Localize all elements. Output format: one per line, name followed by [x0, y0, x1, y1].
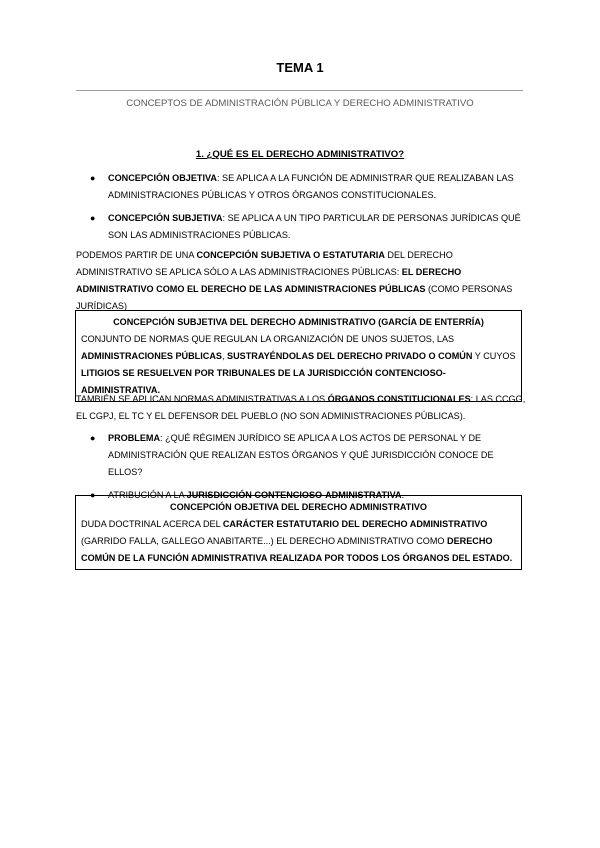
- paragraph-text: : LAS CCGG, EL CGPJ, EL TC Y EL DEFENSOR DEL PUEBLO (NO SON ADMINISTRACIONES PÚBLICAS).: [76, 394, 526, 421]
- title-divider: [76, 90, 523, 91]
- box-heading: CONCEPCIÓN OBJETIVA DEL DERECHO ADMINISTRATIVO: [170, 502, 427, 512]
- box-text: Y CUYOS: [472, 351, 516, 361]
- box-bold: DERECHO COMÚN DE LA FUNCIÓN ADMINISTRATIVA REALIZADA POR TODOS LOS ÓRGANOS DEL ESTADO.: [81, 536, 513, 563]
- list-item: [76, 430, 524, 481]
- box-bold: LITIGIOS SE RESUELVEN POR TRIBUNALES DE LA JURISDICCIÓN CONTENCIOSO-ADMINISTRATIVA.: [81, 368, 446, 395]
- paragraph-text: TAMBIÉN SE APLICAN NORMAS ADMINISTRATIVAS A LOS: [76, 394, 328, 404]
- constitutional-organs-paragraph: [76, 391, 526, 425]
- box-body: [81, 516, 516, 567]
- bullet-text: .: [401, 490, 405, 500]
- bullet-text: : SE APLICA A UN TIPO PARTICULAR DE PERSONAS JURÍDICAS QUÉ SON LAS ADMINISTRACIONES PÚBLICAS.: [108, 213, 521, 240]
- paragraph-text: PODEMOS PARTIR DE UNA: [76, 250, 197, 260]
- bullet-text: : SE APLICA A LA FUNCIÓN DE ADMINISTRAR QUE REALIZABAN LAS ADMINISTRACIONES PÚBLICAS Y OTROS ÓRGANOS CONSTITUCIONALES.: [108, 173, 514, 200]
- intro-paragraph: [76, 247, 526, 315]
- paragraph-bold: CONCEPCIÓN SUBJETIVA O ESTATUTARIA: [196, 250, 385, 260]
- list-item: [76, 210, 524, 244]
- section-heading: 1. ¿QUÉ ES EL DERECHO ADMINISTRATIVO?: [195, 149, 405, 160]
- bullet-icon: ●: [90, 213, 96, 223]
- list-item: [76, 170, 524, 204]
- box-text: ,: [221, 351, 228, 361]
- bullet-label: PROBLEMA: [108, 433, 161, 443]
- bullet-icon: ●: [90, 433, 96, 443]
- page-subtitle: CONCEPTOS DE ADMINISTRACIÓN PÚBLICA Y DERECHO ADMINISTRATIVO: [126, 98, 474, 109]
- paragraph-bold: ÓRGANOS CONSTITUCIONALES: [327, 394, 471, 404]
- subjective-concept-box: [75, 310, 522, 402]
- box-body: [81, 331, 516, 399]
- box-text: CONJUNTO DE NORMAS QUE REGULAN LA ORGANIZACIÓN DE UNOS SUJETOS, LAS: [81, 334, 455, 344]
- bullet-label: CONCEPCIÓN OBJETIVA: [108, 173, 217, 183]
- concept-bullet-list: [76, 170, 524, 250]
- bullet-icon: ●: [90, 490, 96, 500]
- page-title: TEMA 1: [276, 60, 324, 75]
- box-bold: SUSTRAYÉNDOLAS DEL DERECHO PRIVADO O COMÚN: [227, 351, 473, 361]
- box-heading: CONCEPCIÓN SUBJETIVA DEL DERECHO ADMINISTRATIVO (GARCÍA DE ENTERRÍA): [113, 317, 484, 327]
- bullet-icon: ●: [90, 173, 96, 183]
- box-bold: ADMINISTRACIONES PÚBLICAS: [81, 351, 222, 361]
- bullet-text: : ¿QUÉ RÉGIMEN JURÍDICO SE APLICA A LOS ACTOS DE PERSONAL Y DE ADMINISTRACIÓN QUE REALIZAN ESTOS ÓRGANOS Y QUÉ JURISDICCIÓN CONOCE DE ELLOS?: [108, 433, 494, 477]
- box-bold: CARÁCTER ESTATUTARIO DEL DERECHO ADMINISTRATIVO: [222, 519, 488, 529]
- paragraph-text: DEL DERECHO ADMINISTRATIVO SE APLICA SÓLO A LAS ADMINISTRACIONES PÚBLICAS:: [76, 250, 453, 277]
- box-text: (GARRIDO FALLA, GALLEGO ANABITARTE...) EL DERECHO ADMINISTRATIVO COMO: [81, 536, 448, 546]
- paragraph-text: (COMO PERSONAS JURÍDICAS): [76, 284, 513, 311]
- box-text: DUDA DOCTRINAL ACERCA DEL: [81, 519, 223, 529]
- bullet-label: JURISDICCIÓN CONTENCIOSO-ADMINISTRATIVA: [186, 490, 402, 500]
- bullet-label: CONCEPCIÓN SUBJETIVA: [108, 213, 223, 223]
- bullet-text: ATRIBUCIÓN A LA: [108, 490, 187, 500]
- paragraph-bold: EL DERECHO ADMINISTRATIVO COMO EL DERECHO DE LAS ADMINISTRACIONES PÚBLICAS: [76, 267, 462, 294]
- objective-concept-box: [75, 495, 522, 570]
